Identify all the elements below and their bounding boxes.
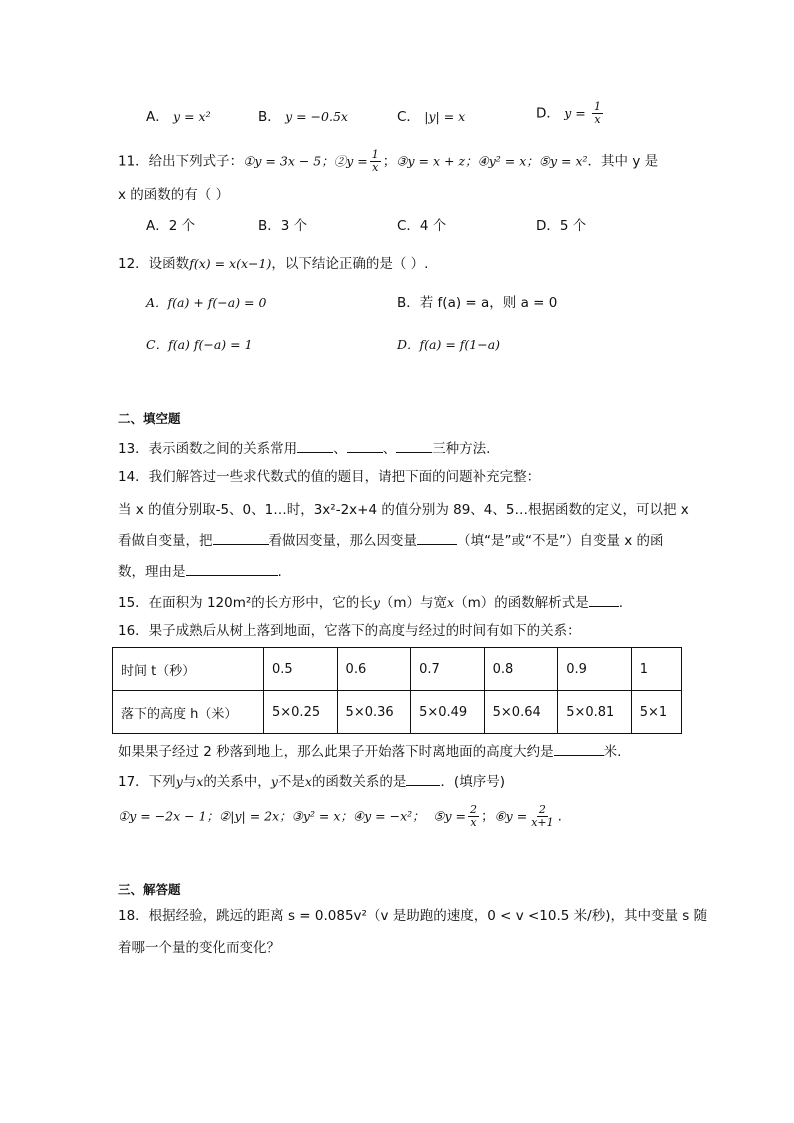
q17-text: 17．下列 — [118, 774, 176, 790]
table-row — [113, 691, 682, 734]
q11-tail: ．其中 y 是 — [587, 153, 659, 170]
table-row — [113, 648, 682, 691]
q14-line-2: 当 x 的值分别取-5、0、1…时，3x²-2x+4 的值分别为 89、4、5…根据函数的定义，可以把 x — [118, 502, 689, 518]
q10-option-b — [258, 107, 348, 127]
q11-option-b: B．3 个 — [258, 218, 308, 234]
q11-line-2: x 的函数的有（ ） — [118, 187, 230, 203]
q14-text: 数，理由是 — [118, 564, 186, 580]
section-heading-solutions: 三、解答题 — [118, 882, 181, 897]
fraction — [529, 804, 555, 829]
q10-option-a — [146, 107, 211, 127]
q17-text: ．(填序号) — [440, 774, 505, 790]
fraction-denominator: x+1 — [531, 816, 554, 829]
q15-var-x: x — [447, 595, 455, 610]
q17-text: 的函数关系的是 — [311, 774, 407, 790]
table-cell: 0.5 — [264, 648, 338, 691]
table-cell: 0.7 — [411, 648, 485, 691]
q17-expr-2: ②|y| = 2x； — [219, 808, 292, 824]
option-label: C． — [397, 109, 420, 125]
fraction-numerator: 2 — [469, 803, 477, 816]
q12-option-b: B．若 f(a) = a，则 a = 0 — [397, 295, 558, 311]
q17-text: 的关系中， — [203, 774, 271, 790]
q17-text: 不是 — [277, 774, 305, 790]
q11-expr-5: ⑤y = x² — [538, 153, 588, 169]
q17-expr-3: ③y² = x； — [291, 808, 353, 824]
answer-blank[interactable] — [406, 771, 440, 786]
q11-expr-1: ①y = 3x − 5； — [243, 153, 334, 169]
q16-stem: 16．果子成熟后从树上落到地面，它落下的高度与经过的时间有如下的关系： — [118, 623, 581, 639]
q14-text: （填“是”或“不是”）自变量 x 的函 — [457, 533, 664, 549]
q11-option-a: A．2 个 — [146, 218, 196, 234]
q13-suffix: 三种方法. — [432, 441, 491, 457]
fraction — [468, 804, 479, 829]
table-row-label: 时间 t（秒） — [113, 648, 264, 691]
q18-line-2: 着哪一个量的变化而变化？ — [118, 940, 280, 956]
table-cell: 5×0.81 — [558, 691, 632, 734]
q11-stem — [118, 149, 658, 174]
answer-blank[interactable] — [186, 561, 278, 576]
q12-suffix: ，以下结论正确的是（ ）. — [271, 256, 429, 272]
q12-stem — [118, 254, 428, 274]
option-label: B． — [258, 109, 281, 125]
answer-blank[interactable] — [396, 438, 432, 453]
q14-line-3 — [118, 530, 664, 551]
table-cell: 5×0.25 — [264, 691, 338, 734]
q13-sep: 、 — [382, 441, 397, 457]
answer-blank[interactable] — [213, 530, 269, 545]
fraction — [370, 149, 381, 174]
answer-blank[interactable] — [417, 530, 457, 545]
q14-text: . — [277, 564, 282, 580]
q15-text: （m）的函数解析式是 — [454, 595, 589, 611]
q17-var: y — [270, 774, 278, 789]
fraction-denominator: x — [594, 113, 601, 126]
answer-blank[interactable] — [554, 741, 604, 756]
q15-text: 15．在面积为 120m²的长方形中，它的长 — [118, 595, 373, 611]
q16-text: 米. — [603, 744, 622, 760]
q10-option-d — [536, 101, 605, 126]
table-cell: 5×0.36 — [337, 691, 411, 734]
q11-expr-2: ②y = — [333, 153, 368, 169]
q17-var: x — [304, 774, 312, 789]
option-expr: y = — [564, 105, 586, 121]
option-expr: |y| = x — [424, 109, 466, 124]
q15-var-y: y — [372, 595, 380, 610]
q14-text: 看做因变量，那么因变量 — [268, 533, 417, 549]
option-label: D． — [536, 105, 560, 122]
q16-data-table — [112, 647, 682, 734]
fraction-numerator: 2 — [538, 803, 546, 816]
q15-text: . — [618, 595, 624, 611]
q11-option-d: D．5 个 — [536, 218, 587, 234]
q16-after — [118, 741, 621, 762]
q17-expr-6: ⑥y = — [494, 808, 528, 824]
fraction-denominator: x — [470, 816, 477, 829]
q11-expr-4: ④y² = x； — [477, 153, 539, 169]
q17-text: 与 — [182, 774, 197, 790]
q14-line-4 — [118, 561, 282, 582]
table-cell: 1 — [631, 648, 681, 691]
q15-text: （m）与宽 — [379, 595, 448, 611]
q17-expressions — [118, 804, 562, 829]
fraction-numerator: 1 — [594, 100, 602, 113]
q17-var: y — [175, 774, 183, 789]
table-cell: 5×0.49 — [411, 691, 485, 734]
table-cell: 5×0.64 — [484, 691, 558, 734]
q17-sep: ； — [480, 808, 495, 825]
q17-expr-5: ⑤y = — [433, 808, 466, 824]
option-expr: y = x² — [173, 109, 211, 124]
option-label: A． — [146, 109, 169, 125]
q12-prefix: 12．设函数 — [118, 256, 190, 272]
q16-text: 如果果子经过 2 秒落到地上，那么此果子开始落下时离地面的高度大约是 — [118, 744, 554, 760]
q15 — [118, 592, 623, 613]
q11-intro: 11．给出下列式子： — [118, 153, 244, 170]
table-cell: 0.8 — [484, 648, 558, 691]
q17-expr-1: ①y = −2x − 1； — [118, 808, 220, 824]
table-row-label: 落下的高度 h（米） — [113, 691, 264, 734]
fraction-numerator: 1 — [371, 148, 379, 161]
q18-line-1: 18．根据经验，跳远的距离 s = 0.085v²（v 是助跑的速度，0 < v <10.5 米/秒)，其中变量 s 随 — [118, 908, 708, 924]
q12-option-a: A．f(a) + f(−a) = 0 — [146, 295, 267, 310]
answer-blank[interactable] — [297, 438, 333, 453]
answer-blank[interactable] — [347, 438, 383, 453]
q12-function: f(x) = x(x−1) — [189, 256, 272, 271]
fraction-denominator: x — [372, 161, 379, 174]
q13-sep: 、 — [333, 441, 347, 457]
fraction — [592, 101, 603, 126]
q10-option-c — [397, 107, 465, 127]
q17-expr-4: ④y = −x²； — [352, 808, 425, 824]
answer-blank[interactable] — [589, 592, 619, 607]
table-cell: 0.9 — [558, 648, 632, 691]
q13-prefix: 13．表示函数之间的关系常用 — [118, 441, 298, 457]
q12-option-d: D．f(a) = f(1−a) — [397, 337, 501, 352]
q12-option-c: C．f(a) f(−a) = 1 — [146, 337, 253, 352]
section-heading-fill-in: 二、填空题 — [118, 411, 181, 426]
table-cell: 0.6 — [337, 648, 411, 691]
option-expr: y = −0.5x — [285, 109, 348, 124]
q11-separator: ； — [382, 153, 397, 170]
q17-var: x — [196, 774, 204, 789]
q14-text: 看做自变量，把 — [118, 533, 213, 549]
q11-expr-3: ③y = x + z； — [396, 153, 478, 169]
q17-end: . — [557, 808, 562, 825]
table-cell: 5×1 — [631, 691, 681, 734]
q11-option-c: C．4 个 — [397, 218, 447, 234]
q13 — [118, 438, 490, 459]
q17-stem — [118, 771, 505, 792]
q14-line-1: 14．我们解答过一些求代数式的值的题目，请把下面的问题补充完整： — [118, 469, 541, 485]
